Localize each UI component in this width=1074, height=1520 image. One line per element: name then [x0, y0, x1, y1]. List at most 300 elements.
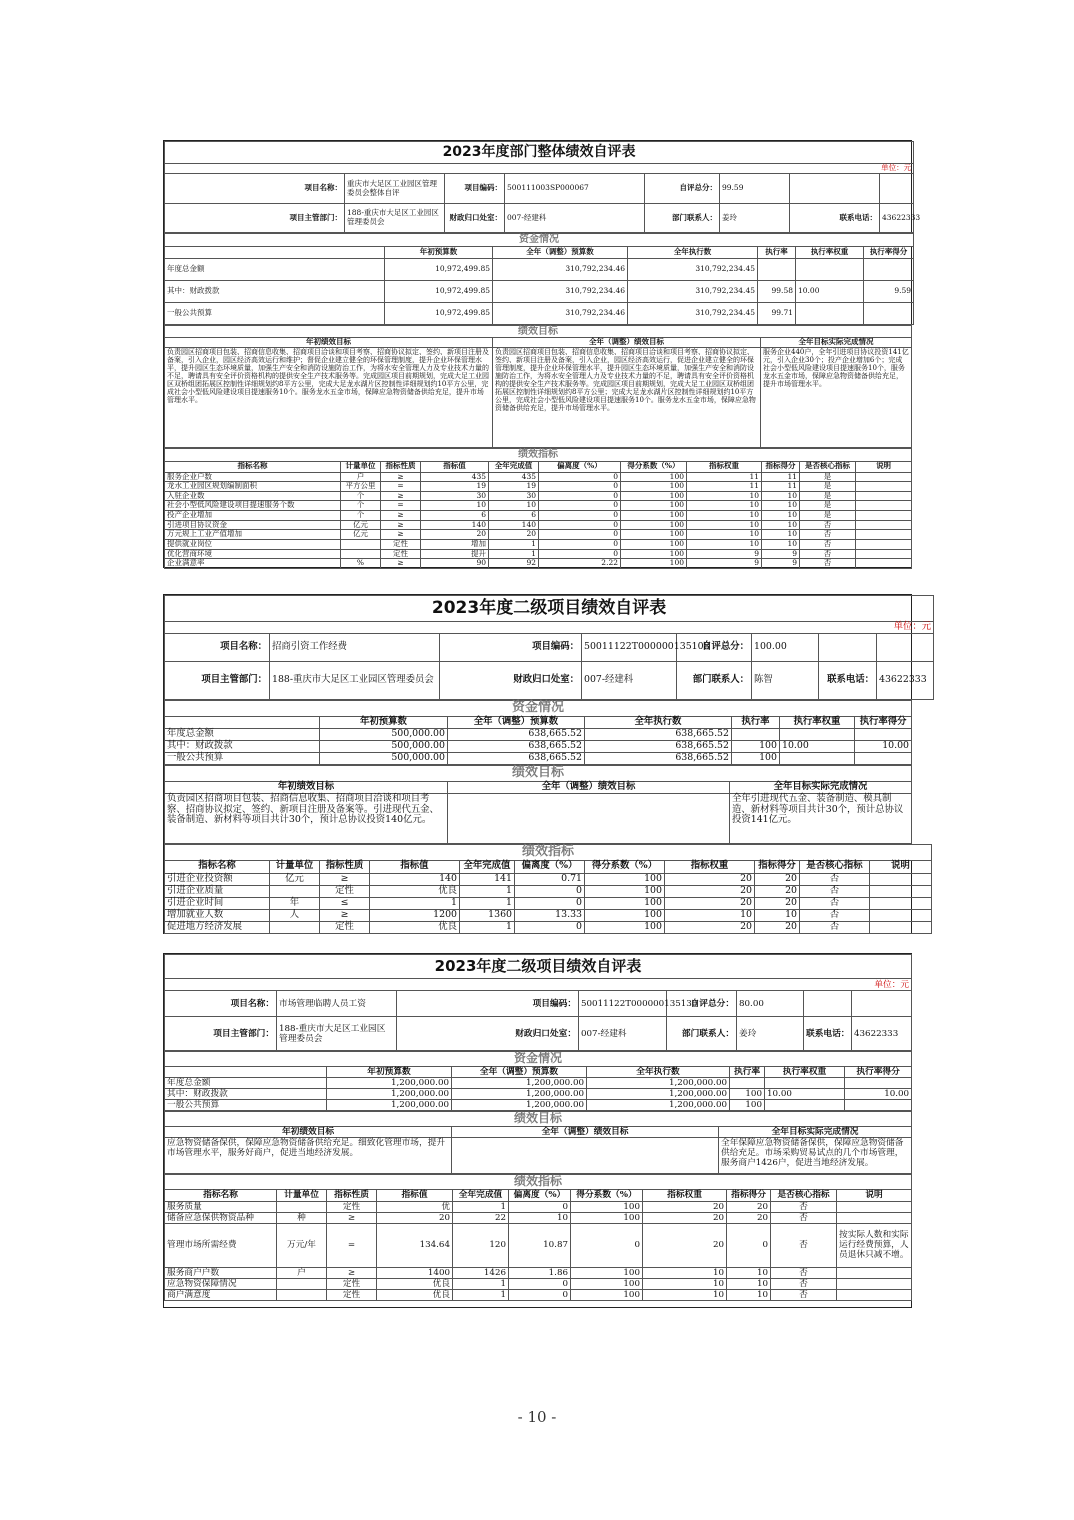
- funds-row: [165, 728, 912, 740]
- indicator-cell: 人: [270, 909, 320, 921]
- indicator-row: [165, 549, 912, 559]
- indicator-cell: ≥: [327, 1267, 377, 1278]
- indicators-section-title: 绩效指标: [165, 1174, 912, 1189]
- indicator-cell: 0: [509, 1201, 571, 1212]
- funds-header: 执行率: [730, 1066, 765, 1077]
- indicator-cell: 0: [539, 511, 621, 521]
- indicator-cell: 100: [621, 530, 687, 540]
- funds-cell: 99.58: [758, 280, 796, 302]
- indicator-cell: 10: [727, 1289, 771, 1300]
- project-name-value: 市场管理临聘人员工资: [277, 991, 397, 1017]
- indicator-cell: 9: [687, 549, 762, 559]
- funds-cell: [864, 258, 914, 280]
- contact-value: 陈智: [752, 662, 819, 700]
- indicator-header: 指标名称: [165, 461, 341, 472]
- adjusted-goal: [448, 793, 730, 843]
- funds-cell: 年度总金额: [165, 258, 385, 280]
- indicator-cell: 否: [800, 909, 870, 921]
- funds-header: 执行率权重: [765, 1066, 845, 1077]
- indicator-cell: 否: [800, 921, 870, 933]
- funds-cell: 638,665.52: [448, 728, 585, 740]
- indicator-header: 偏离度（%）: [539, 461, 621, 472]
- indicator-cell: 否: [771, 1267, 837, 1278]
- indicator-cell: ≥: [327, 1212, 377, 1223]
- indicator-cell: 100: [571, 1267, 643, 1278]
- indicator-cell: 20: [421, 530, 489, 540]
- indicator-cell: 优良: [370, 885, 460, 897]
- indicator-cell: 11: [762, 472, 800, 482]
- indicator-cell: 100: [585, 921, 665, 933]
- indicator-cell: 否: [771, 1212, 837, 1223]
- funds-section-title: 资金情况: [165, 234, 914, 247]
- funds-cell: 500,000.00: [320, 740, 448, 752]
- initial-goal: 负责园区招商项目包装、招商信息收集、招商项目洽谈和项目考察、招商协议拟定、签约、新项目注册及备案，引入企业，园区经济高效运行和维护；督促企业建立健全的环保管理制度，提升企业环保管理水平，提升园区生态环境质量，加强生产安全和消防设施防治工作，为将水安全管理人力及专业技术力量的不足，聘请具有安全评价资格机构的提供安全生产技术服务等。完成园区项目前期规划，完成大足工业园区双桥组团拓展区控制性详细规划约8平方公里，完成大足龙水湖片区控制性详细规划约10平方公里，完成社会小型低风险建设项目提速服务10个。服务龙水五金市场，保障应急物资储备供给充足，提升市场管理水平。: [165, 348, 493, 448]
- indicator-cell: 定性: [327, 1201, 377, 1212]
- indicator-cell: 定性: [320, 921, 370, 933]
- indicator-cell: =: [381, 482, 421, 492]
- indicator-row: [165, 1278, 912, 1289]
- indicator-cell: 100: [571, 1289, 643, 1300]
- indicator-cell: [341, 539, 381, 549]
- indicator-header: 偏离度（%）: [515, 860, 585, 873]
- indicator-cell: 引进项目协议资金: [165, 520, 341, 530]
- dept-label: 项目主管部门：: [165, 1017, 277, 1051]
- unit-label: 单位：元: [165, 979, 912, 991]
- indicator-cell: [277, 1289, 327, 1300]
- funds-cell: 310,792,234.45: [628, 258, 758, 280]
- indicator-cell: 1426: [453, 1267, 509, 1278]
- indicator-cell: 否: [771, 1278, 837, 1289]
- funds-cell: 638,665.52: [448, 752, 585, 764]
- funds-cell: [864, 302, 914, 324]
- funds-cell: 10,972,499.85: [385, 258, 493, 280]
- indicator-cell: 140: [370, 873, 460, 885]
- indicator-row: [165, 1289, 912, 1300]
- funds-cell: 10.00: [780, 740, 855, 752]
- indicator-cell: 6: [489, 511, 539, 521]
- adjusted-goal: [452, 1137, 719, 1173]
- funds-header: 全年执行数: [628, 246, 758, 258]
- project-performance-sheet-2: [163, 953, 912, 1308]
- indicator-cell: [856, 559, 912, 569]
- indicator-cell: 10: [762, 539, 800, 549]
- indicator-cell: 10: [687, 539, 762, 549]
- funds-cell: 一般公共预算: [165, 752, 320, 764]
- funds-cell: [730, 1077, 765, 1088]
- indicator-cell: 100: [571, 1278, 643, 1289]
- indicator-cell: 1: [460, 897, 515, 909]
- indicator-header: 计量单位: [277, 1189, 327, 1201]
- indicator-cell: 20: [643, 1223, 727, 1267]
- indicator-cell: 否: [800, 530, 856, 540]
- project-code-label: 项目编码：: [397, 991, 579, 1017]
- office-value: 007-经建科: [579, 1017, 667, 1051]
- funds-cell: 638,665.52: [585, 728, 732, 740]
- indicator-row: [165, 520, 912, 530]
- indicator-cell: 亿元: [341, 530, 381, 540]
- indicator-cell: 否: [800, 539, 856, 549]
- indicator-row: [165, 1223, 912, 1267]
- indicator-cell: 10: [687, 511, 762, 521]
- funds-cell: 9.59: [864, 280, 914, 302]
- funds-cell: 其中：财政拨款: [165, 280, 385, 302]
- indicator-cell: 0: [515, 885, 585, 897]
- indicator-cell: 1360: [460, 909, 515, 921]
- indicator-cell: 1.86: [509, 1267, 571, 1278]
- indicator-cell: 11: [687, 472, 762, 482]
- funds-cell: 99.71: [758, 302, 796, 324]
- indicator-cell: ≤: [320, 897, 370, 909]
- score-label: 自评总分：: [645, 174, 720, 204]
- indicator-row: [165, 873, 932, 885]
- indicator-cell: 1: [489, 549, 539, 559]
- phone-label: 联系电话：: [819, 662, 877, 700]
- indicator-cell: 年: [270, 897, 320, 909]
- funds-row: [165, 1099, 912, 1110]
- indicator-cell: 服务质量: [165, 1201, 277, 1212]
- indicator-cell: [856, 530, 912, 540]
- indicator-cell: 6: [421, 511, 489, 521]
- actual-completion: 全年引进现代五金、装备制造、模具制造、新材料等项目共计30个，预计总协议投资141亿元。: [730, 793, 912, 843]
- score-value: 99.59: [720, 174, 790, 204]
- funds-cell: [796, 258, 864, 280]
- funds-header: 执行率得分: [864, 246, 914, 258]
- indicator-cell: 100: [621, 520, 687, 530]
- indicator-row: [165, 885, 932, 897]
- sheet-title: 2023年度二级项目绩效自评表: [165, 955, 912, 979]
- indicator-cell: 0: [539, 520, 621, 530]
- indicator-cell: ≥: [381, 472, 421, 482]
- funds-cell: 10,972,499.85: [385, 280, 493, 302]
- indicator-cell: 100: [585, 873, 665, 885]
- indicator-cell: 定性: [327, 1289, 377, 1300]
- indicator-cell: 140: [421, 520, 489, 530]
- indicator-cell: 1: [370, 897, 460, 909]
- indicator-cell: 否: [771, 1223, 837, 1267]
- indicator-cell: ≥: [381, 559, 421, 569]
- indicator-cell: 10: [509, 1212, 571, 1223]
- indicator-header: 说明: [870, 860, 932, 873]
- dept-value: 188-重庆市大足区工业园区管理委员会: [345, 204, 445, 233]
- office-label: 财政归口处室：: [445, 204, 505, 233]
- funds-table: [164, 233, 914, 325]
- project-name-label: 项目名称：: [165, 991, 277, 1017]
- funds-cell: 1,200,000.00: [452, 1077, 587, 1088]
- dept-performance-sheet: [163, 140, 921, 568]
- indicator-header: 指标值: [377, 1189, 453, 1201]
- funds-cell: [732, 728, 780, 740]
- indicator-cell: 100: [621, 472, 687, 482]
- indicator-cell: 是: [800, 511, 856, 521]
- funds-cell: 1,200,000.00: [327, 1099, 452, 1110]
- indicator-cell: 增加就业人数: [165, 909, 270, 921]
- phone-label: 联系电话：: [804, 1017, 852, 1051]
- indicator-row: [165, 559, 912, 569]
- funds-cell: 10.00: [796, 280, 864, 302]
- funds-cell: 1,200,000.00: [452, 1088, 587, 1099]
- sheet-header-table: [164, 954, 912, 1051]
- indicator-cell: 9: [687, 559, 762, 569]
- indicator-cell: [270, 921, 320, 933]
- indicator-cell: 否: [800, 885, 870, 897]
- indicator-cell: 100: [621, 549, 687, 559]
- indicator-cell: [837, 1201, 912, 1212]
- funds-header: 执行率: [732, 716, 780, 728]
- indicator-cell: 11: [687, 482, 762, 492]
- indicator-header: 指标值: [421, 461, 489, 472]
- goals-table: [164, 1111, 912, 1174]
- indicator-cell: 企业满意率: [165, 559, 341, 569]
- indicator-cell: 10: [687, 491, 762, 501]
- indicator-cell: [277, 1278, 327, 1289]
- indicator-cell: 10: [643, 1267, 727, 1278]
- actual-completion: 全年保障应急物资储备保供，保障应急物资储备供给充足。市场采购贸易试点的几个市场管理，服务商户1426户，促进当地经济发展。: [719, 1137, 912, 1173]
- indicator-cell: 22: [453, 1212, 509, 1223]
- funds-header: 年初预算数: [320, 716, 448, 728]
- indicator-cell: 0: [727, 1223, 771, 1267]
- funds-header: 执行率得分: [855, 716, 912, 728]
- indicator-cell: [837, 1267, 912, 1278]
- indicator-cell: 是: [800, 482, 856, 492]
- indicator-cell: 是: [800, 501, 856, 511]
- indicator-cell: 万元规上工业产值增加: [165, 530, 341, 540]
- indicator-cell: 9: [762, 559, 800, 569]
- indicator-cell: 社会小型低风险建设项目提速服务个数: [165, 501, 341, 511]
- indicator-cell: 100: [585, 897, 665, 909]
- indicator-cell: 定性: [381, 549, 421, 559]
- office-value: 007-经建科: [505, 204, 645, 233]
- indicator-cell: 20: [755, 873, 800, 885]
- indicator-row: [165, 909, 932, 921]
- dept-value: 188-重庆市大足区工业园区管理委员会: [270, 662, 440, 700]
- indicator-cell: 0: [509, 1278, 571, 1289]
- indicator-cell: 0: [571, 1223, 643, 1267]
- indicator-cell: 否: [800, 520, 856, 530]
- indicator-cell: [856, 511, 912, 521]
- indicator-cell: 0: [539, 472, 621, 482]
- indicator-cell: 435: [489, 472, 539, 482]
- funds-cell: 100: [732, 740, 780, 752]
- indicator-cell: 10: [665, 909, 755, 921]
- indicator-cell: 龙水工业园区规划编制面积: [165, 482, 341, 492]
- indicator-cell: 引进企业投资额: [165, 873, 270, 885]
- funds-cell: 638,665.52: [585, 740, 732, 752]
- funds-cell: 310,792,234.46: [493, 302, 628, 324]
- indicator-cell: 20: [755, 897, 800, 909]
- indicator-cell: 0: [539, 501, 621, 511]
- funds-cell: 310,792,234.46: [493, 258, 628, 280]
- indicator-cell: 亿元: [270, 873, 320, 885]
- indicator-cell: [837, 1278, 912, 1289]
- indicator-header: 是否核心指标: [800, 860, 870, 873]
- indicator-cell: 20: [727, 1201, 771, 1212]
- indicator-cell: 0: [515, 921, 585, 933]
- indicator-cell: 入驻企业数: [165, 491, 341, 501]
- funds-cell: [845, 1077, 912, 1088]
- indicator-header: 全年完成值: [460, 860, 515, 873]
- indicator-cell: 10: [727, 1278, 771, 1289]
- indicator-cell: 引进企业质量: [165, 885, 270, 897]
- indicator-cell: 1: [453, 1201, 509, 1212]
- funds-cell: 500,000.00: [320, 728, 448, 740]
- indicator-cell: [856, 491, 912, 501]
- funds-cell: [796, 302, 864, 324]
- funds-header: 执行率权重: [796, 246, 864, 258]
- indicator-cell: 20: [665, 885, 755, 897]
- phone-value: 43622333: [877, 662, 934, 700]
- indicator-cell: 100: [621, 559, 687, 569]
- indicator-header: 计量单位: [270, 860, 320, 873]
- indicators-table: [164, 448, 912, 569]
- project-code-value: 50011122T000000135130: [579, 991, 667, 1017]
- unit-label: 单位：元: [165, 164, 914, 174]
- goals-section-title: 绩效目标: [165, 1111, 912, 1126]
- indicator-cell: 否: [771, 1289, 837, 1300]
- indicator-row: [165, 530, 912, 540]
- indicator-cell: 100: [621, 511, 687, 521]
- indicator-cell: 20: [755, 885, 800, 897]
- indicator-cell: 134.64: [377, 1223, 453, 1267]
- indicator-cell: 20: [665, 897, 755, 909]
- project-name-label: 项目名称：: [165, 634, 270, 662]
- indicator-cell: 服务企业户数: [165, 472, 341, 482]
- indicator-cell: [870, 897, 932, 909]
- goals-section-title: 绩效目标: [165, 765, 912, 781]
- indicators-section-title: 绩效指标: [165, 844, 932, 860]
- indicator-cell: 个: [341, 491, 381, 501]
- indicator-header: 指标得分: [727, 1189, 771, 1201]
- indicator-cell: 提升: [421, 549, 489, 559]
- indicator-cell: 个: [341, 511, 381, 521]
- sheet-header-table: [164, 595, 934, 700]
- goals-header: 年初绩效目标: [165, 781, 448, 793]
- indicator-cell: 促进地方经济发展: [165, 921, 270, 933]
- indicator-cell: 1: [453, 1289, 509, 1300]
- indicator-cell: ≥: [320, 873, 370, 885]
- unit-label: 单位：元: [165, 622, 934, 634]
- indicator-cell: [856, 549, 912, 559]
- sheet-title: 2023年度二级项目绩效自评表: [165, 596, 934, 622]
- indicator-cell: 100: [621, 539, 687, 549]
- funds-cell: [765, 1099, 845, 1110]
- indicator-cell: 9: [762, 549, 800, 559]
- indicator-cell: 0: [515, 897, 585, 909]
- indicator-cell: [870, 885, 932, 897]
- project-code-value: 500111003SP000067: [505, 174, 645, 204]
- funds-header: 全年（调整）预算数: [452, 1066, 587, 1077]
- dept-label: 项目主管部门：: [165, 204, 345, 233]
- indicator-cell: 10: [687, 520, 762, 530]
- funds-row: [165, 740, 912, 752]
- phone-value: 43622333: [880, 204, 914, 233]
- indicator-row: [165, 511, 912, 521]
- indicator-cell: 提供就业岗位: [165, 539, 341, 549]
- indicator-cell: [856, 482, 912, 492]
- initial-goal: 应急物资储备保供，保障应急物资储备供给充足。细致化管理市场，提升市场管理水平，服务好商户，促进当地经济发展。: [165, 1137, 452, 1173]
- indicator-cell: 30: [489, 491, 539, 501]
- project-code-label: 项目编码：: [445, 174, 505, 204]
- funds-header: 全年（调整）预算数: [448, 716, 585, 728]
- indicator-cell: ≥: [381, 491, 421, 501]
- indicator-cell: 0: [539, 549, 621, 559]
- funds-cell: 其中：财政拨款: [165, 1088, 327, 1099]
- indicator-cell: 优良: [377, 1289, 453, 1300]
- indicator-header: 指标权重: [665, 860, 755, 873]
- score-label: 自评总分：: [667, 991, 737, 1017]
- adjusted-goal: 负责园区招商项目包装、招商信息收集、招商项目洽谈和项目考察、招商协议拟定、签约、新项目注册及备案，引入企业，园区经济高效运行，促进企业建立健全的环保管理制度，提升企业环保管理水平，提升园区生态环境质量，加强生产安全和消防设施防治工作，为将水安全管理人力及专业技术力量的不足，聘请具有安全评价资格机构的提供安全生产技术服务等。完成园区项目前期规划，完成大足工业园区双桥组团拓展区控制性详细规划约8平方公里；完成大足龙水湖片区控制性详细规划约10平方公里，完成社会小型低风险建设项目提速服务10个。服务龙水五金市场，保障应急物资储备供给充足，提升市场管理水平。: [493, 348, 761, 448]
- funds-cell: 310,792,234.45: [628, 280, 758, 302]
- funds-section-title: 资金情况: [165, 1052, 912, 1067]
- indicator-cell: 10: [755, 909, 800, 921]
- funds-header: 全年（调整）预算数: [493, 246, 628, 258]
- funds-header: 全年执行数: [585, 716, 732, 728]
- indicators-table: [164, 844, 932, 934]
- funds-cell: [758, 258, 796, 280]
- goals-table: [164, 765, 912, 844]
- sheet-title: 2023年度部门整体绩效自评表: [165, 142, 914, 164]
- initial-goal: 负责园区招商项目包装、招商信息收集、招商项目洽谈和项目考察、招商协议拟定、签约、新项目注册及备案等。引进现代五金、装备制造、新材料等项目共计30个，预计总协议投资140亿元。: [165, 793, 448, 843]
- funds-cell: 1,200,000.00: [452, 1099, 587, 1110]
- indicator-cell: 0: [539, 482, 621, 492]
- indicator-cell: =: [327, 1223, 377, 1267]
- indicator-cell: 100: [621, 501, 687, 511]
- goals-header: 全年（调整）绩效目标: [493, 338, 761, 348]
- funds-cell: [845, 1099, 912, 1110]
- project-performance-sheet-1: [163, 594, 932, 934]
- indicator-cell: 1: [460, 885, 515, 897]
- indicator-cell: 优良: [370, 921, 460, 933]
- indicator-cell: 20: [665, 921, 755, 933]
- indicator-cell: 投产企业增加: [165, 511, 341, 521]
- indicator-cell: 20: [377, 1212, 453, 1223]
- indicator-cell: 100: [571, 1201, 643, 1212]
- funds-cell: 10.00: [845, 1088, 912, 1099]
- indicator-cell: [856, 472, 912, 482]
- funds-cell: 一般公共预算: [165, 302, 385, 324]
- indicator-cell: [270, 885, 320, 897]
- sheet-header-table: [164, 141, 921, 233]
- indicator-row: [165, 1201, 912, 1212]
- indicator-header: 指标得分: [755, 860, 800, 873]
- indicator-cell: 否: [771, 1201, 837, 1212]
- office-label: 财政归口处室：: [397, 1017, 579, 1051]
- indicator-cell: 优化营商环境: [165, 549, 341, 559]
- goals-header: 全年目标实际完成情况: [761, 338, 912, 348]
- indicator-cell: 定性: [320, 885, 370, 897]
- funds-cell: 500,000.00: [320, 752, 448, 764]
- indicator-header: 指标性质: [320, 860, 370, 873]
- indicator-cell: 1400: [377, 1267, 453, 1278]
- funds-cell: 100: [732, 752, 780, 764]
- project-code-label: 项目编码：: [440, 634, 582, 662]
- indicator-header: 说明: [837, 1189, 912, 1201]
- indicators-section-title: 绩效指标: [165, 449, 912, 462]
- indicator-cell: ≥: [320, 909, 370, 921]
- indicator-cell: 19: [421, 482, 489, 492]
- indicator-cell: 否: [800, 549, 856, 559]
- indicator-cell: 10: [762, 520, 800, 530]
- funds-cell: [855, 728, 912, 740]
- indicator-cell: 户: [277, 1267, 327, 1278]
- indicator-cell: 10.87: [509, 1223, 571, 1267]
- dept-label: 项目主管部门：: [165, 662, 270, 700]
- indicator-header: 计量单位: [341, 461, 381, 472]
- indicator-cell: 20: [755, 921, 800, 933]
- phone-label: 联系电话：: [790, 204, 880, 233]
- indicator-cell: 100: [585, 909, 665, 921]
- indicator-header: 指标性质: [327, 1189, 377, 1201]
- indicator-header: 说明: [856, 461, 912, 472]
